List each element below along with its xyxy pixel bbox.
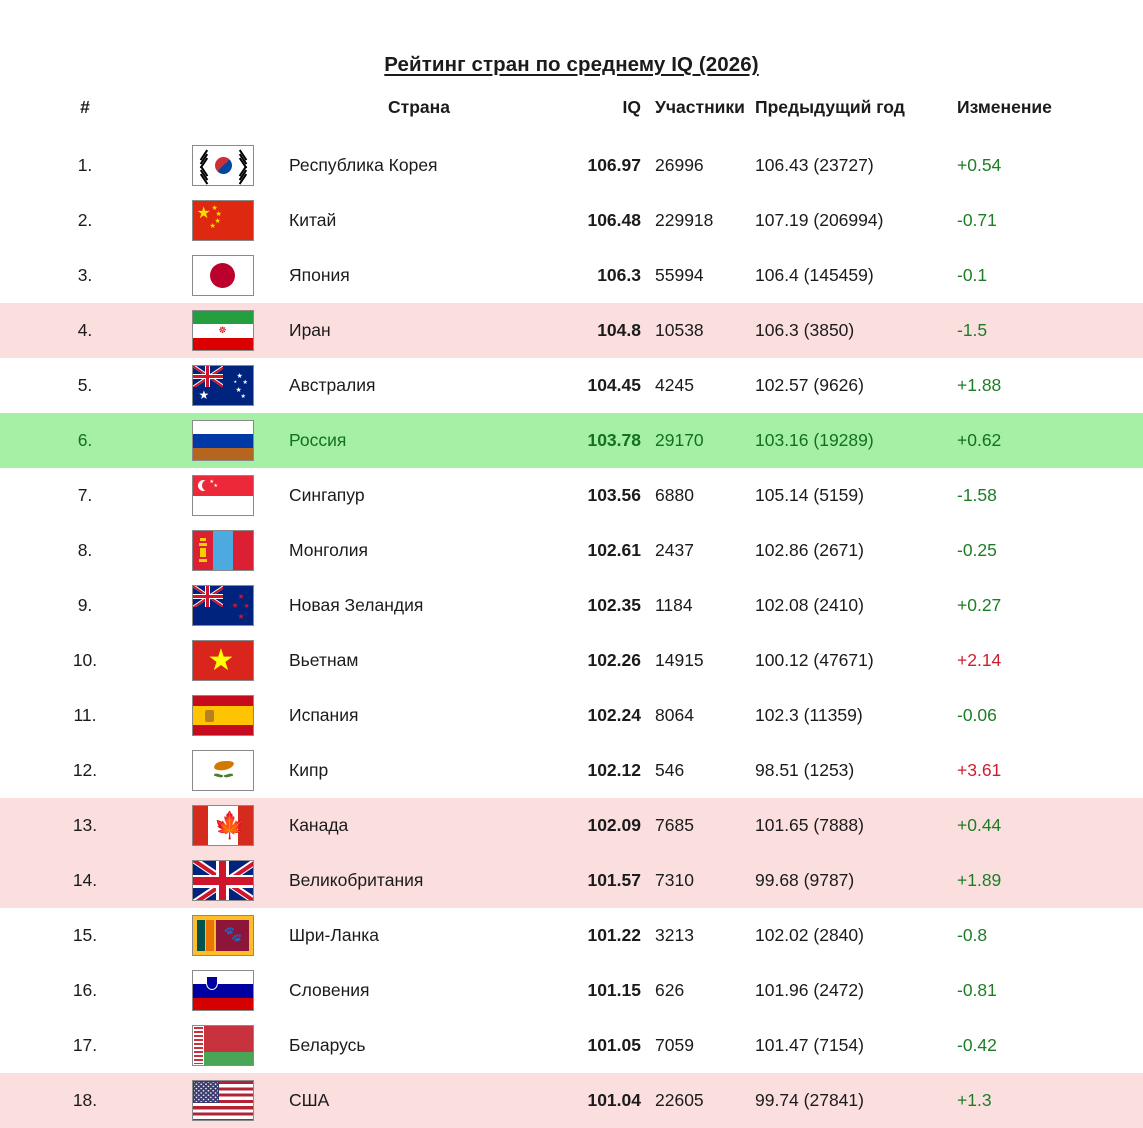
row-flag (170, 688, 275, 743)
flag-russia (192, 420, 254, 461)
row-iq-value: 102.26 (587, 650, 641, 670)
row-country-name[interactable]: США (275, 1073, 563, 1128)
page-title: Рейтинг стран по среднему IQ (2026) (384, 53, 759, 76)
row-flag (170, 908, 275, 963)
row-iq-value: 101.22 (587, 925, 641, 945)
row-rank: 17. (72, 1035, 98, 1055)
table-row[interactable] (0, 743, 1143, 798)
flag-slovenia (192, 970, 254, 1011)
row-iq-value: 106.48 (587, 210, 641, 230)
row-iq-value: 102.35 (587, 595, 641, 615)
row-participants: 14915 (655, 650, 704, 670)
row-previous-year: 101.47 (7154) (755, 1035, 864, 1055)
row-flag (170, 468, 275, 523)
row-iq-value: 102.09 (563, 798, 645, 853)
row-change: +1.89 (935, 853, 1143, 908)
flag-new-zealand: ★ ★ ★ ★ (192, 585, 254, 626)
table-row[interactable] (0, 688, 1143, 743)
table-row[interactable] (0, 413, 1143, 468)
row-flag (170, 798, 275, 853)
row-flag (170, 523, 275, 578)
row-iq-value: 103.78 (563, 413, 645, 468)
row-previous-year: 98.51 (1253) (755, 760, 855, 780)
row-rank: 14. (0, 853, 170, 908)
row-previous-year: 102.86 (2671) (755, 540, 864, 560)
column-header-rank: # (80, 97, 90, 117)
row-rank: 1. (77, 155, 93, 175)
column-header-iq: IQ (622, 97, 641, 117)
flag-singapore: ★ ★ (192, 475, 254, 516)
row-iq-value: 104.8 (563, 303, 645, 358)
row-country-name[interactable]: Россия (275, 413, 563, 468)
row-country-name[interactable]: Словения (289, 980, 370, 1000)
table-row[interactable] (0, 248, 1143, 303)
row-participants: 546 (655, 760, 685, 780)
table-body (0, 138, 1143, 1128)
row-rank: 5. (77, 375, 93, 395)
column-header-participants: Участники (655, 97, 745, 117)
row-country-name[interactable]: Кипр (289, 760, 329, 780)
flag-united-kingdom (192, 860, 254, 901)
table-row[interactable] (0, 358, 1143, 413)
table-row[interactable] (0, 963, 1143, 1018)
flag-japan (192, 255, 254, 296)
row-country-name[interactable]: Шри-Ланка (289, 925, 380, 945)
row-rank: 18. (0, 1073, 170, 1128)
row-rank: 10. (72, 650, 98, 670)
row-country-name[interactable]: Иран (275, 303, 563, 358)
row-previous-year: 102.08 (2410) (755, 595, 864, 615)
row-flag (170, 1073, 275, 1128)
header-row (0, 97, 1143, 138)
row-iq-value: 102.12 (587, 760, 641, 780)
row-change: +2.14 (957, 650, 1002, 670)
row-change: -1.58 (957, 485, 997, 505)
row-rank: 8. (77, 540, 93, 560)
row-participants: 1184 (655, 595, 693, 615)
table-row[interactable] (0, 633, 1143, 688)
row-iq-value: 104.45 (587, 375, 641, 395)
row-flag (170, 193, 275, 248)
row-flag (170, 248, 275, 303)
row-participants: 7059 (655, 1035, 694, 1055)
row-iq-value: 101.15 (587, 980, 641, 1000)
row-previous-year: 106.43 (23727) (755, 155, 874, 175)
row-flag (170, 963, 275, 1018)
row-country-name[interactable]: Австралия (289, 375, 376, 395)
row-participants: 7685 (645, 798, 753, 853)
row-iq-value: 106.3 (597, 265, 641, 285)
row-rank: 4. (0, 303, 170, 358)
row-participants: 10538 (645, 303, 753, 358)
table-row[interactable] (0, 138, 1143, 193)
row-participants: 22605 (645, 1073, 753, 1128)
row-rank: 2. (77, 210, 93, 230)
column-header-flag (170, 97, 275, 138)
table-row[interactable] (0, 193, 1143, 248)
row-participants: 4245 (655, 375, 694, 395)
table-row[interactable] (0, 468, 1143, 523)
row-iq-value: 106.97 (587, 155, 641, 175)
row-participants: 29170 (645, 413, 753, 468)
row-participants: 2437 (655, 540, 694, 560)
flag-canada: 🍁 (192, 805, 254, 846)
row-change: -0.71 (957, 210, 997, 230)
flag-australia: ★ ★ ★ ★ ★ ★ (192, 365, 254, 406)
row-country-name[interactable]: Беларусь (289, 1035, 366, 1055)
row-participants: 3213 (655, 925, 694, 945)
row-iq-value: 102.61 (587, 540, 641, 560)
flag-united-states (192, 1080, 254, 1121)
row-previous-year: 101.96 (2472) (755, 980, 864, 1000)
row-flag (170, 413, 275, 468)
row-change: +1.3 (935, 1073, 1143, 1128)
row-participants: 8064 (655, 705, 694, 725)
row-rank: 11. (73, 705, 97, 725)
table-row[interactable] (0, 853, 1143, 908)
flag-iran: ☸ (192, 310, 254, 351)
row-rank: 13. (0, 798, 170, 853)
flag-china: ★ ★ ★ ★ ★ (192, 200, 254, 241)
row-change: -0.81 (957, 980, 997, 1000)
flag-sri-lanka: 🐾 (192, 915, 254, 956)
row-country-name[interactable]: Испания (289, 705, 359, 725)
row-rank: 6. (0, 413, 170, 468)
row-change: -0.8 (957, 925, 988, 945)
row-iq-value: 102.24 (587, 705, 641, 725)
row-flag (170, 1018, 275, 1073)
iq-ranking-table (0, 97, 1143, 1128)
row-previous-year: 101.65 (7888) (753, 798, 935, 853)
column-header-change: Изменение (957, 97, 1052, 117)
row-iq-value: 101.05 (587, 1035, 641, 1055)
row-previous-year: 99.74 (27841) (753, 1073, 935, 1128)
row-previous-year: 99.68 (9787) (753, 853, 935, 908)
row-flag (170, 358, 275, 413)
row-country-name[interactable]: Республика Корея (289, 155, 438, 175)
row-country-name[interactable]: Сингапур (289, 485, 365, 505)
table-row[interactable] (0, 578, 1143, 633)
row-iq-value: 101.57 (563, 853, 645, 908)
row-rank: 3. (77, 265, 93, 285)
row-country-name[interactable]: Новая Зеландия (289, 595, 424, 615)
row-participants: 229918 (655, 210, 714, 230)
row-change: +0.54 (957, 155, 1002, 175)
row-change: -0.06 (957, 705, 997, 725)
row-country-name[interactable]: Япония (289, 265, 350, 285)
flag-mongolia (192, 530, 254, 571)
flag-vietnam: ★ (192, 640, 254, 681)
row-iq-value: 101.04 (563, 1073, 645, 1128)
row-previous-year: 103.16 (19289) (753, 413, 935, 468)
table-row[interactable] (0, 798, 1143, 853)
row-country-name[interactable]: Китай (289, 210, 337, 230)
row-rank: 15. (72, 925, 98, 945)
row-previous-year: 102.3 (11359) (755, 705, 863, 725)
row-change: +1.88 (957, 375, 1002, 395)
row-flag (170, 633, 275, 688)
row-rank: 9. (77, 595, 93, 615)
flag-south-korea (192, 145, 254, 186)
row-previous-year: 106.4 (145459) (755, 265, 874, 285)
row-flag (170, 303, 275, 358)
row-flag (170, 138, 275, 193)
row-change: -0.42 (957, 1035, 997, 1055)
row-change: -0.1 (957, 265, 988, 285)
row-country-name[interactable]: Монголия (289, 540, 368, 560)
row-previous-year: 102.02 (2840) (755, 925, 864, 945)
flag-belarus (192, 1025, 254, 1066)
row-participants: 6880 (655, 485, 694, 505)
row-participants: 626 (655, 980, 685, 1000)
row-flag (170, 743, 275, 798)
table-row[interactable] (0, 1018, 1143, 1073)
table-row[interactable] (0, 908, 1143, 963)
row-country-name[interactable]: Канада (275, 798, 563, 853)
table-row[interactable] (0, 1073, 1143, 1128)
row-rank: 7. (77, 485, 93, 505)
row-change: +0.44 (935, 798, 1143, 853)
row-iq-value: 103.56 (587, 485, 641, 505)
row-country-name[interactable]: Великобритания (275, 853, 563, 908)
row-change: +3.61 (957, 760, 1002, 780)
row-participants: 7310 (645, 853, 753, 908)
row-previous-year: 105.14 (5159) (755, 485, 864, 505)
column-header-country: Страна (388, 97, 450, 117)
row-rank: 16. (72, 980, 98, 1000)
column-header-previous-year: Предыдущий год (755, 97, 905, 117)
row-flag (170, 578, 275, 633)
row-change: -0.25 (957, 540, 997, 560)
row-previous-year: 102.57 (9626) (755, 375, 864, 395)
table-row[interactable] (0, 303, 1143, 358)
row-flag (170, 853, 275, 908)
row-change: +0.27 (957, 595, 1002, 615)
row-rank: 12. (72, 760, 98, 780)
row-previous-year: 107.19 (206994) (755, 210, 884, 230)
row-country-name[interactable]: Вьетнам (289, 650, 359, 670)
row-previous-year: 106.3 (3850) (753, 303, 935, 358)
row-previous-year: 100.12 (47671) (755, 650, 874, 670)
row-participants: 26996 (655, 155, 704, 175)
flag-spain (192, 695, 254, 736)
table-header (0, 97, 1143, 138)
row-participants: 55994 (655, 265, 704, 285)
table-row[interactable] (0, 523, 1143, 578)
row-change: -1.5 (935, 303, 1143, 358)
flag-cyprus (192, 750, 254, 791)
row-change: +0.62 (935, 413, 1143, 468)
